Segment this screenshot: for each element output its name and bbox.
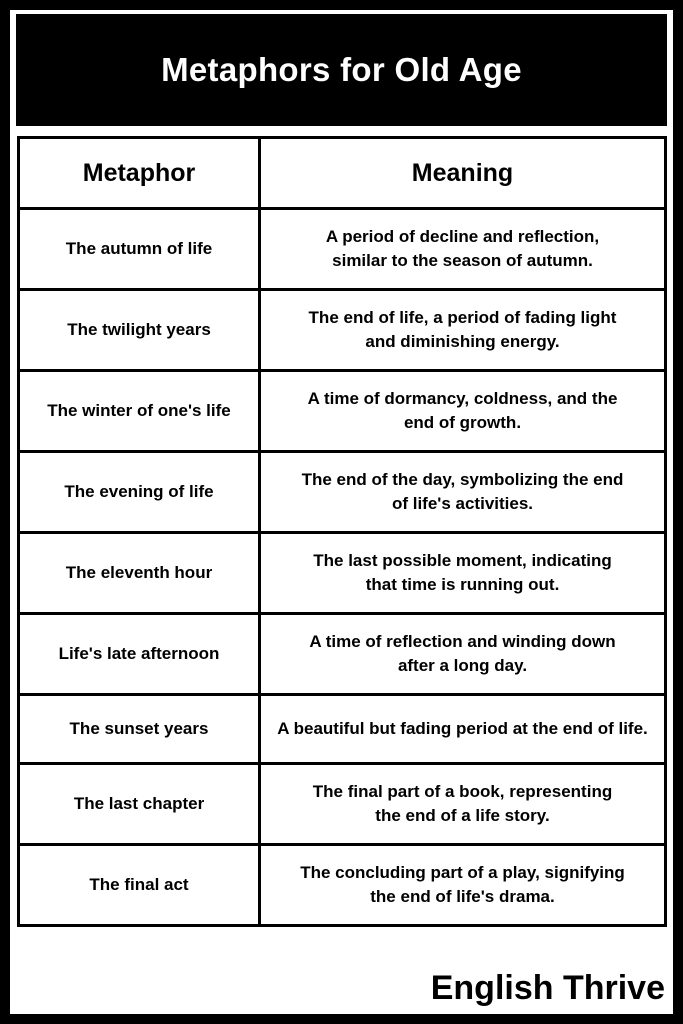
metaphor-cell: The winter of one's life xyxy=(19,371,260,452)
meaning-cell: A beautiful but fading period at the end of life. xyxy=(260,695,666,764)
infographic-page xyxy=(10,10,673,1014)
meaning-cell xyxy=(260,845,666,926)
meaning-line: The concluding part of a play, signifying xyxy=(300,863,625,882)
table-row xyxy=(19,533,666,614)
table-row xyxy=(19,695,666,764)
metaphor-cell: The evening of life xyxy=(19,452,260,533)
metaphor-cell: The sunset years xyxy=(19,695,260,764)
header-meaning: Meaning xyxy=(260,138,666,209)
meaning-line: The end of life, a period of fading light xyxy=(308,308,617,327)
table-row xyxy=(19,290,666,371)
metaphor-cell: The last chapter xyxy=(19,764,260,845)
title-banner xyxy=(16,14,667,126)
page-title: Metaphors for Old Age xyxy=(161,51,522,88)
meaning-line: A period of decline and reflection, xyxy=(325,227,600,246)
table-row xyxy=(19,845,666,926)
meaning-line: similar to the season of autumn. xyxy=(332,251,593,270)
meaning-line: A time of dormancy, coldness, and the xyxy=(307,389,618,408)
metaphor-cell: Life's late afternoon xyxy=(19,614,260,695)
meaning-cell xyxy=(260,209,666,290)
brand-footer: English Thrive xyxy=(430,969,665,1007)
meaning-line: of life's activities. xyxy=(391,494,534,513)
metaphor-cell: The autumn of life xyxy=(19,209,260,290)
metaphor-cell: The twilight years xyxy=(19,290,260,371)
meaning-line: the end of a life story. xyxy=(375,806,550,825)
table-row xyxy=(19,209,666,290)
table-row xyxy=(19,371,666,452)
meaning-cell xyxy=(260,764,666,845)
meaning-line: end of growth. xyxy=(403,413,522,432)
table-header-row xyxy=(19,138,666,209)
meaning-line: A time of reflection and winding down xyxy=(309,632,616,651)
meaning-line: The final part of a book, representing xyxy=(312,782,613,801)
table-row xyxy=(19,764,666,845)
header-metaphor: Metaphor xyxy=(19,138,260,209)
meaning-line: that time is running out. xyxy=(365,575,560,594)
table-row xyxy=(19,452,666,533)
meaning-line: and diminishing energy. xyxy=(365,332,560,351)
metaphors-table xyxy=(17,136,667,927)
metaphor-cell: The eleventh hour xyxy=(19,533,260,614)
metaphor-cell: The final act xyxy=(19,845,260,926)
table-row xyxy=(19,614,666,695)
meaning-cell xyxy=(260,371,666,452)
meaning-line: The last possible moment, indicating xyxy=(313,551,612,570)
meaning-cell xyxy=(260,452,666,533)
meaning-cell xyxy=(260,290,666,371)
meaning-line: The end of the day, symbolizing the end xyxy=(301,470,624,489)
meaning-line: the end of life's drama. xyxy=(370,887,555,906)
meaning-cell xyxy=(260,614,666,695)
meaning-line: after a long day. xyxy=(397,656,528,675)
meaning-cell xyxy=(260,533,666,614)
